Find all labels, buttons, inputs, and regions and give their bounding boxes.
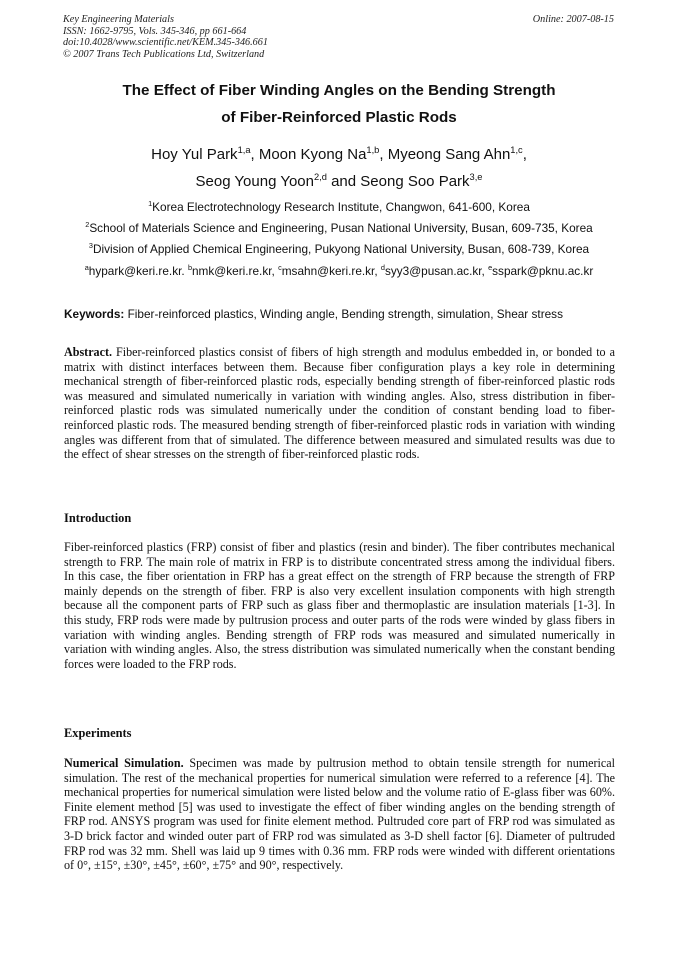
paper-title-line-1: The Effect of Fiber Winding Angles on the Bending Strength bbox=[122, 82, 556, 99]
affiliation-3: $^3$Division of Applied Chemical Engineering, Pukyong National University, Busan, 608-739, Korea bbox=[88, 241, 590, 256]
experiments-heading: Experiments bbox=[64, 726, 132, 740]
affiliation-2: $^2$School of Materials Science and Engineering, Pusan National University, Busan, 609-735, Korea bbox=[85, 220, 593, 235]
introduction-text: Fiber-reinforced plastics (FRP) consist of fiber and plastics (resin and binder). The fiber contributes mechanical strength to FRP. The main role of matrix in FRP is to distribute concentrated stress among the individual fibers. In this case, the fiber orientation in FRP has a great effect on the strength of FRP because the strength of FRP mainly depends on the strength of fiber. FRP is also very excellent insulation components with high strength because all the component parts of FRP such as glass fiber and thermoplastic are insulation materials [1-3]. In this study, FRP rods were made by pultrusion process and outer parts of the rods were winded by glass fibers in variation with winding angles. Bending strength of FRP rods was measured and simulated numerically in variation with winding angles. Also, the stress distribution was simulated numerically when the constant bending forces were loaded to the FRP rods. bbox=[64, 540, 615, 671]
issn-line: ISSN: 1662-9795, Vols. 345-346, pp 661-664 bbox=[63, 25, 247, 37]
author-conjunction: and bbox=[331, 173, 357, 190]
journal-name: Key Engineering Materials bbox=[63, 14, 174, 25]
email: nmk@keri.re.kr, bbox=[192, 264, 275, 278]
author-name: Moon Kyong Na bbox=[258, 146, 367, 163]
affiliation-1: $^1$Korea Electrotechnology Research Institute, Changwon, 641-600, Korea bbox=[148, 199, 530, 214]
online-date: Online: 2007-08-15 bbox=[532, 14, 614, 25]
author-superscript: 2,d bbox=[313, 172, 327, 182]
author-name: Seog Young Yoon bbox=[195, 173, 314, 190]
numerical-simulation-paragraph bbox=[64, 756, 615, 873]
abstract-text: Fiber-reinforced plastics consist of fibers of high strength and modulus embedded in, or bonded to a matrix with distinct interfaces between them. Because fiber configuration plays a key role in determining mechanical strength of fiber-reinforced plastic rods, especially bending strength of fiber-reinforced plastic rods was measured and simulated numerically in variation with winding angles. Also, stress distribution in fiber-reinforced plastic rods was simulated numerically under the condition of constant bending load to fiber-reinforced plastic rods. The measured bending strength of fiber-reinforced plastic rods in variation with winding angles was different from that of simulated. The difference between measured and simulated results was due to the effect of shear stresses on the strength of fiber-reinforced plastic rods. bbox=[64, 345, 615, 462]
doi-line: doi:10.4028/www.scientific.net/KEM.345-346.661 bbox=[63, 37, 268, 49]
author-superscript: 1,c bbox=[510, 145, 523, 155]
author-name: Hoy Yul Park bbox=[151, 146, 238, 163]
author-name: Myeong Sang Ahn bbox=[387, 146, 511, 163]
keywords-label: Keywords: bbox=[64, 307, 125, 321]
paper-title-line-2: of Fiber-Reinforced Plastic Rods bbox=[221, 109, 457, 126]
author-name: Seong Soo Park bbox=[360, 173, 470, 190]
author-superscript: 1,a bbox=[237, 145, 251, 155]
email: hypark@keri.re.kr. bbox=[88, 264, 185, 278]
abstract-label: Abstract. bbox=[64, 345, 113, 359]
copyright-line: © 2007 Trans Tech Publications Ltd, Switzerland bbox=[63, 48, 265, 60]
numerical-simulation-text: Specimen was made by pultrusion method to obtain tensile strength for numerical simulation. The rest of the mechanical properties for numerical simulation were referred to a reference [4]. The mechanical properties for numerical simulation were listed below and the volume ratio of E-glass fiber was 60%. Finite element method [5] was used to investigate the effect of fiber winding angles on the bending strength of FRP rod. ANSYS program was used for finite element method. Pultruded core part of FRP rod was simulated as 3-D brick factor and winded outer part of FRP rod was simulated as 3-D shell factor [6]. Diameter of pultruded FRP rod was 32 mm. Shell was laid up 9 times with 0.36 mm. FRP rods were winded with different orientations of 0°, ±15°, ±30°, ±45°, ±60°, ±75° and 90°, respectively. bbox=[64, 756, 616, 873]
email: msahn@keri.re.kr, bbox=[281, 264, 378, 278]
author-superscript: 3,e bbox=[469, 172, 483, 182]
numerical-simulation-label: Numerical Simulation. bbox=[64, 756, 184, 770]
email: syy3@pusan.ac.kr, bbox=[384, 264, 485, 278]
email: sspark@pknu.ac.kr bbox=[492, 264, 594, 278]
introduction-heading: Introduction bbox=[64, 511, 132, 525]
keywords bbox=[64, 307, 563, 321]
abstract bbox=[64, 345, 615, 462]
authors-line-1: Hoy Yul Park$^{1,a}$, Moon Kyong Na$^{1,b}$, Myeong Sang Ahn$^{1,c}$, bbox=[151, 145, 527, 163]
authors-line-2 bbox=[0, 173, 678, 190]
keywords-text: Fiber-reinforced plastics, Winding angle, Bending strength, simulation, Shear stress bbox=[127, 307, 563, 321]
journal-header bbox=[63, 14, 268, 60]
email-line: $^a$hypark@keri.re.kr. $^b$nmk@keri.re.kr, $^c$msahn@keri.re.kr, $^d$syy3@pusan.ac.kr, $^e$sspark@pknu.ac.kr bbox=[84, 263, 594, 278]
author-superscript: 1,b bbox=[366, 145, 380, 155]
